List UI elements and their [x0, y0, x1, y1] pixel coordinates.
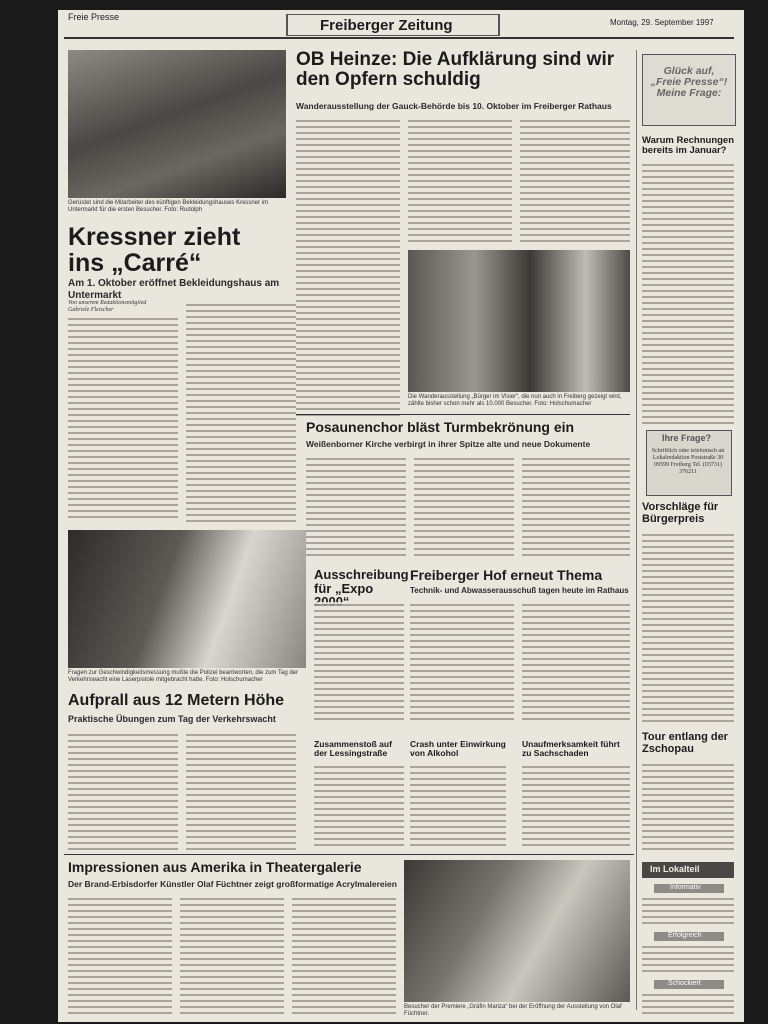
kressner-subhead: Am 1. Oktober eröffnet Bekleidungshaus am Untermarkt	[68, 278, 280, 301]
posaunen-headline: Posaunenchor bläst Turmbekrönung ein	[306, 419, 575, 435]
zusammenstoss-text	[314, 764, 404, 848]
amerika-text-col1	[68, 896, 172, 1016]
ob-text-col2	[408, 118, 512, 244]
lokalteil-title: Im Lokalteil	[650, 864, 700, 874]
amerika-photo	[404, 860, 630, 1002]
police-photo-caption: Fragen zur Geschwindigkeitsmessung mußte die Polizei beantworten, die zum Tag der Verkehrswacht eine Laserpistole mitgebracht hatte. Foto: Holschumacher	[68, 670, 299, 684]
amerika-photo-caption: Besucher der Premiere „Gräfin Mariza“ bei der Eröffnung der Ausstellung von Olaf Füchtner.	[404, 1004, 622, 1018]
kressner-byline: Von unserem Redaktionsmitglied Gabriele Fleischer	[68, 300, 147, 313]
ob-headline: OB Heinze: Die Aufklärung sind wir den Opfern schuldig	[296, 49, 615, 90]
freiberger-hof-headline: Freiberger Hof erneut Thema	[410, 567, 603, 583]
posaunen-text-col3	[522, 456, 630, 556]
sidebar-divider	[636, 50, 637, 1010]
rechnungen-headline: Warum Rechnungen bereits im Januar?	[642, 135, 735, 156]
lokal-item-3: Schockiert	[668, 980, 701, 987]
ob-text-col3	[520, 118, 630, 244]
amerika-text-col2	[180, 896, 284, 1016]
lokal-item-1-text	[642, 896, 734, 926]
vorschlaege-headline: Vorschläge für Bürgerpreis	[642, 501, 719, 525]
kressner-text-col1	[68, 316, 178, 522]
newspaper-page	[58, 10, 744, 1022]
posaunen-rule	[296, 414, 630, 415]
kressner-headline: Kressner zieht ins „Carré“	[68, 223, 241, 278]
aufprall-headline: Aufprall aus 12 Metern Höhe	[68, 692, 285, 709]
ob-photo	[408, 250, 630, 392]
vorschlaege-text	[642, 532, 734, 724]
paper-name: Freie Presse	[68, 12, 120, 22]
zusammenstoss-headline: Zusammenstoß auf der Lessingstraße	[314, 739, 392, 758]
amerika-subhead: Der Brand-Erbisdorfer Künstler Olaf Füchtner zeigt großformatige Acrylmalereien	[68, 879, 397, 889]
expo-headline: Ausschreibung für „Expo	[314, 567, 409, 596]
freiberger-hof-text-col1	[410, 602, 514, 722]
expo-text	[314, 602, 404, 722]
glueck-text: Glück auf, „Freie Presse“! Meine Frage:	[650, 65, 728, 100]
masthead-title: Freiberger Zeitung	[320, 17, 453, 34]
kressner-text-col2	[186, 302, 296, 522]
aufprall-subhead: Praktische Übungen zum Tag der Verkehrswacht	[68, 714, 276, 724]
freiberger-hof-subhead: Technik- und Abwasserausschuß tagen heute im Rathaus	[410, 586, 629, 595]
lokal-item-3-text	[642, 992, 734, 1018]
ob-text-col1	[296, 118, 400, 418]
freiberger-hof-text-col2	[522, 602, 630, 722]
rechnungen-text	[642, 162, 734, 426]
crash-text	[410, 764, 506, 848]
police-photo	[68, 530, 306, 668]
lokal-item-2: Erfolgreich	[668, 932, 702, 939]
ihre-frage-address: Schriftlich oder telefonisch an Lokalredaktion Poststraße 30 09599 Freiberg Tel. (03731) 376211	[651, 448, 725, 475]
lead-photo	[68, 50, 286, 198]
crash-headline: Crash unter Einwirkung von Alkohol	[410, 739, 506, 758]
masthead-rule	[64, 37, 734, 39]
lokal-item-1: Informativ	[670, 884, 701, 891]
aufprall-text-col2	[186, 732, 296, 850]
unaufmerksam-text	[522, 764, 630, 848]
tour-text	[642, 762, 734, 852]
aufprall-text-col1	[68, 732, 178, 850]
posaunen-text-col2	[414, 456, 514, 556]
ob-subhead: Wanderausstellung der Gauck-Behörde bis 10. Oktober im Freiberger Rathaus	[296, 101, 612, 111]
tour-headline: Tour entlang der Zschopau	[642, 731, 728, 755]
ob-photo-caption: Die Wanderausstellung „Bürger im Visier“, die nun auch in Freiberg gezeigt wird, zählte bisher schon mehr als 10.000 Besucher. Foto: Holschumacher	[408, 394, 622, 408]
posaunen-subhead: Weißenborner Kirche verbirgt in ihrer Spitze alte und neue Dokumente	[306, 439, 591, 449]
ihre-frage-headline: Ihre Frage?	[662, 433, 712, 443]
unaufmerksam-headline: Unaufmerksamkeit führt zu Sachschaden	[522, 739, 620, 758]
amerika-rule	[64, 854, 634, 855]
lead-photo-caption: Gerüstet sind die Mitarbeiter des künftigen Bekleidungshauses Kressner im Untermarkt für die ersten Besucher. Foto: Rudolph	[68, 200, 269, 214]
posaunen-text-col1	[306, 456, 406, 556]
masthead-date: Montag, 29. September 1997	[610, 18, 714, 27]
amerika-text-col3	[292, 896, 396, 1016]
amerika-headline: Impressionen aus Amerika in Theatergalerie	[68, 859, 362, 875]
lokal-item-2-text	[642, 944, 734, 974]
